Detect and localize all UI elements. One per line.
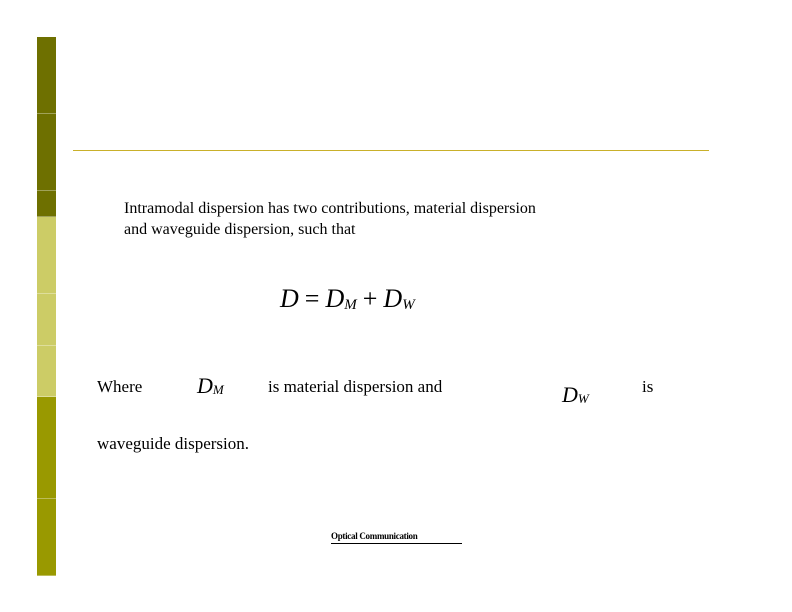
intro-line: and waveguide dispersion, such that	[124, 221, 356, 238]
equation-term-dw: D	[383, 284, 403, 313]
equation-sub-w: W	[402, 297, 415, 313]
equals-sign: =	[304, 284, 320, 313]
dw-sub: W	[577, 391, 589, 406]
material-text: is material dispersion and	[268, 377, 443, 396]
footer-label: Optical Communication	[331, 531, 462, 544]
sidebar-stripe	[37, 37, 56, 576]
dm-symbol	[197, 373, 224, 399]
sidebar-segment	[37, 37, 56, 114]
is-text: is	[642, 377, 654, 396]
sidebar-segment	[37, 397, 56, 499]
dm-base: D	[197, 373, 213, 398]
intro-line: Intramodal dispersion has two contributions, material dispersion	[124, 200, 536, 217]
sidebar-segment	[37, 499, 56, 576]
sidebar-segment	[37, 346, 56, 397]
title-rule	[73, 150, 709, 151]
where-label: Where	[97, 377, 143, 396]
dispersion-equation	[280, 284, 415, 314]
equation-lhs: D	[280, 284, 299, 313]
intro-paragraph	[124, 198, 644, 240]
sidebar-segment	[37, 294, 56, 346]
sidebar-segment	[37, 114, 56, 191]
waveguide-text: waveguide dispersion.	[97, 434, 250, 453]
dm-sub: M	[212, 382, 224, 397]
plus-sign: +	[362, 284, 378, 313]
sidebar-segment	[37, 217, 56, 294]
equation-sub-m: M	[344, 297, 357, 313]
dw-symbol	[562, 382, 589, 408]
dw-base: D	[562, 382, 578, 407]
sidebar-segment	[37, 191, 56, 217]
equation-term-dm: D	[325, 284, 345, 313]
